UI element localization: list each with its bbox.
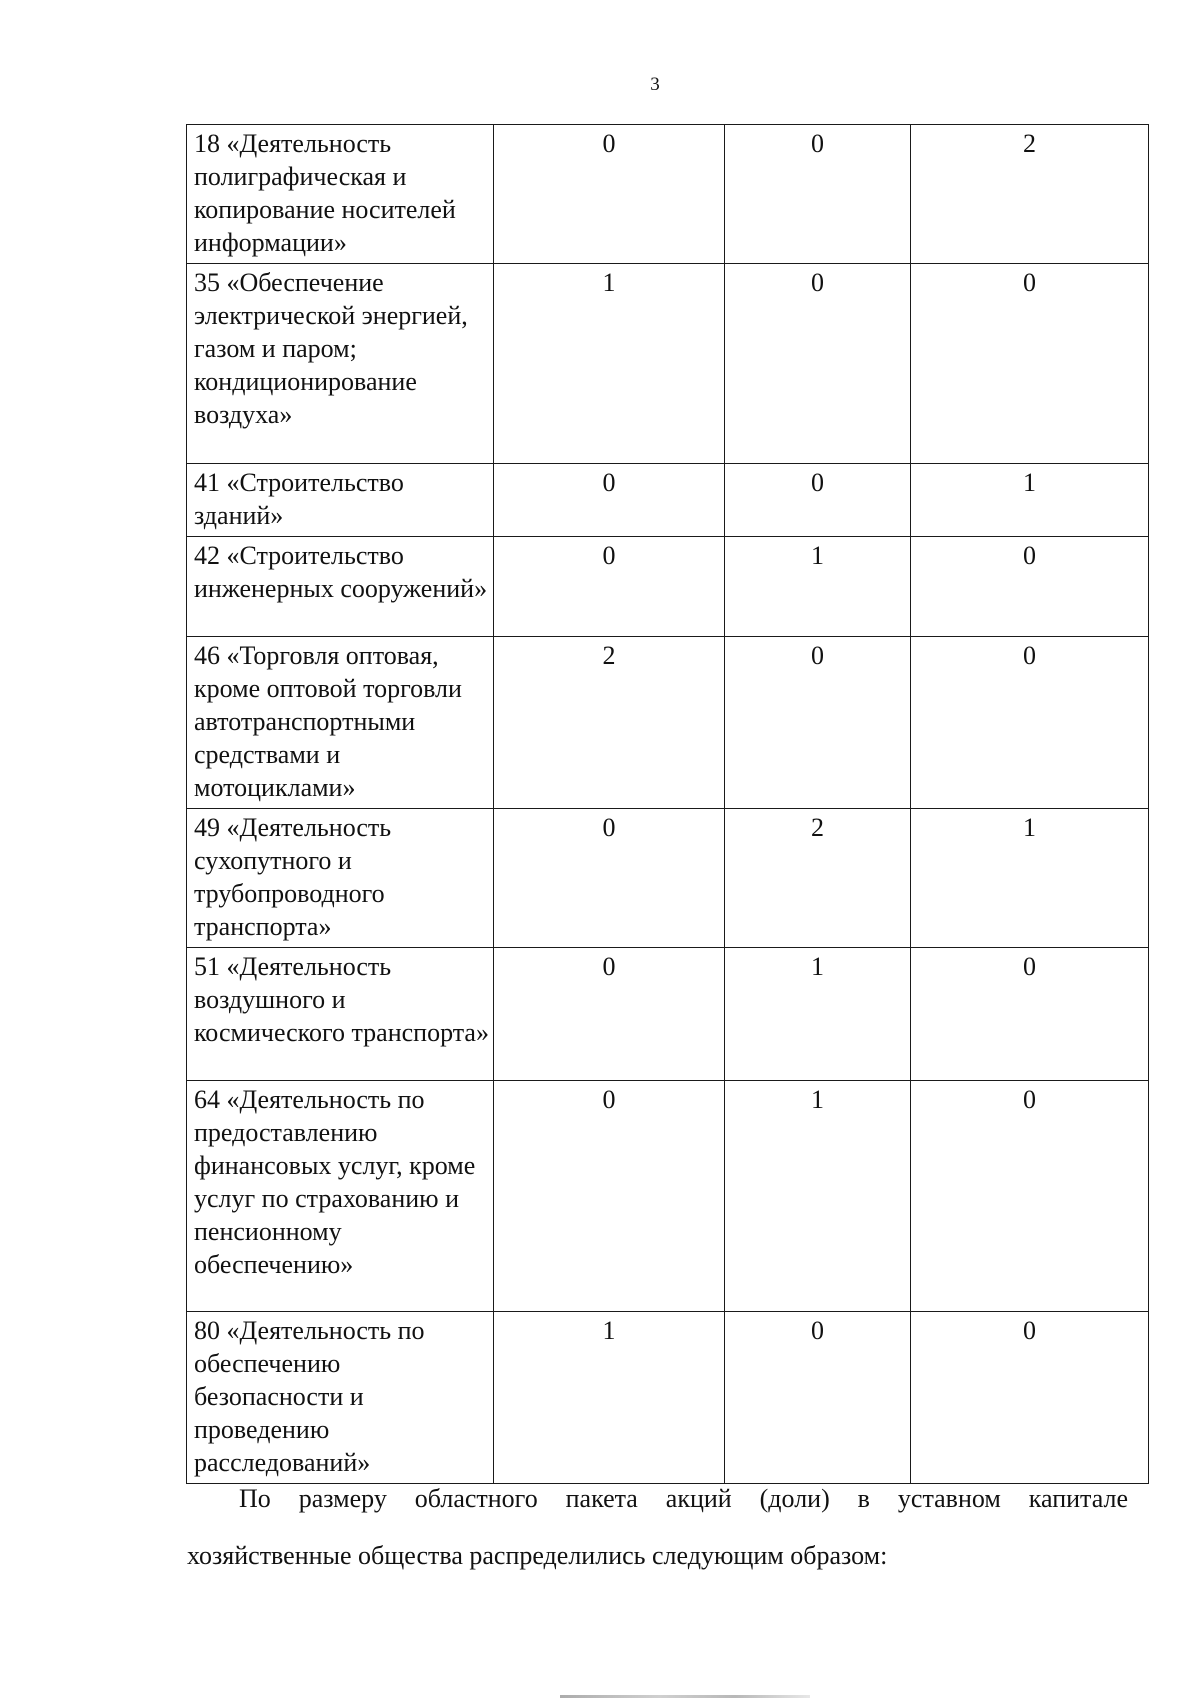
value-cell: 0 [911,948,1149,1081]
table-row [187,264,1149,464]
value-cell: 1 [725,948,911,1081]
activity-label: 35 «Обеспечение электрической энергией, газом и паром; кондиционирование воздуха» [187,264,494,464]
paragraph-line-2: хозяйственные общества распределились следующим образом: [187,1541,888,1570]
value-cell: 1 [494,264,725,464]
activity-label: 46 «Торговля оптовая, кроме оптовой торговли автотранспортными средствами и мотоциклами» [187,637,494,809]
activity-label: 49 «Деятельность сухопутного и трубопроводного транспорта» [187,809,494,948]
value-cell: 0 [494,464,725,537]
value-cell: 0 [494,537,725,637]
value-cell: 1 [725,1081,911,1312]
value-cell: 0 [725,1312,911,1484]
value-cell: 1 [911,464,1149,537]
activity-label: 41 «Строительство зданий» [187,464,494,537]
paragraph-line-1: По размеру областного пакета акций (доли) в уставном капитале [239,1484,1128,1513]
value-cell: 2 [725,809,911,948]
activity-label: 18 «Деятельность полиграфическая и копирование носителей информации» [187,125,494,264]
value-cell: 2 [494,637,725,809]
value-cell: 0 [911,637,1149,809]
value-cell: 0 [494,809,725,948]
value-cell: 0 [911,1081,1149,1312]
value-cell: 1 [911,809,1149,948]
value-cell: 2 [911,125,1149,264]
value-cell: 0 [725,125,911,264]
table-row [187,537,1149,637]
table-row [187,637,1149,809]
value-cell: 0 [725,264,911,464]
table-row [187,948,1149,1081]
activity-table [186,124,1149,1484]
activity-label: 51 «Деятельность воздушного и космического транспорта» [187,948,494,1081]
value-cell: 0 [494,1081,725,1312]
table-row [187,1081,1149,1312]
table-row [187,1312,1149,1484]
value-cell: 0 [725,637,911,809]
page-number: 3 [650,74,660,95]
scan-artifact [560,1695,810,1698]
value-cell: 1 [725,537,911,637]
table-row [187,464,1149,537]
value-cell: 0 [725,464,911,537]
value-cell: 0 [494,948,725,1081]
value-cell: 0 [494,125,725,264]
value-cell: 1 [494,1312,725,1484]
value-cell: 0 [911,537,1149,637]
table-row [187,809,1149,948]
activity-label: 64 «Деятельность по предоставлению финансовых услуг, кроме услуг по страхованию и пенсионному обеспечению» [187,1081,494,1312]
table-row [187,125,1149,264]
activity-label: 80 «Деятельность по обеспечению безопасности и проведению расследований» [187,1312,494,1484]
value-cell: 0 [911,1312,1149,1484]
activity-label: 42 «Строительство инженерных сооружений» [187,537,494,637]
value-cell: 0 [911,264,1149,464]
